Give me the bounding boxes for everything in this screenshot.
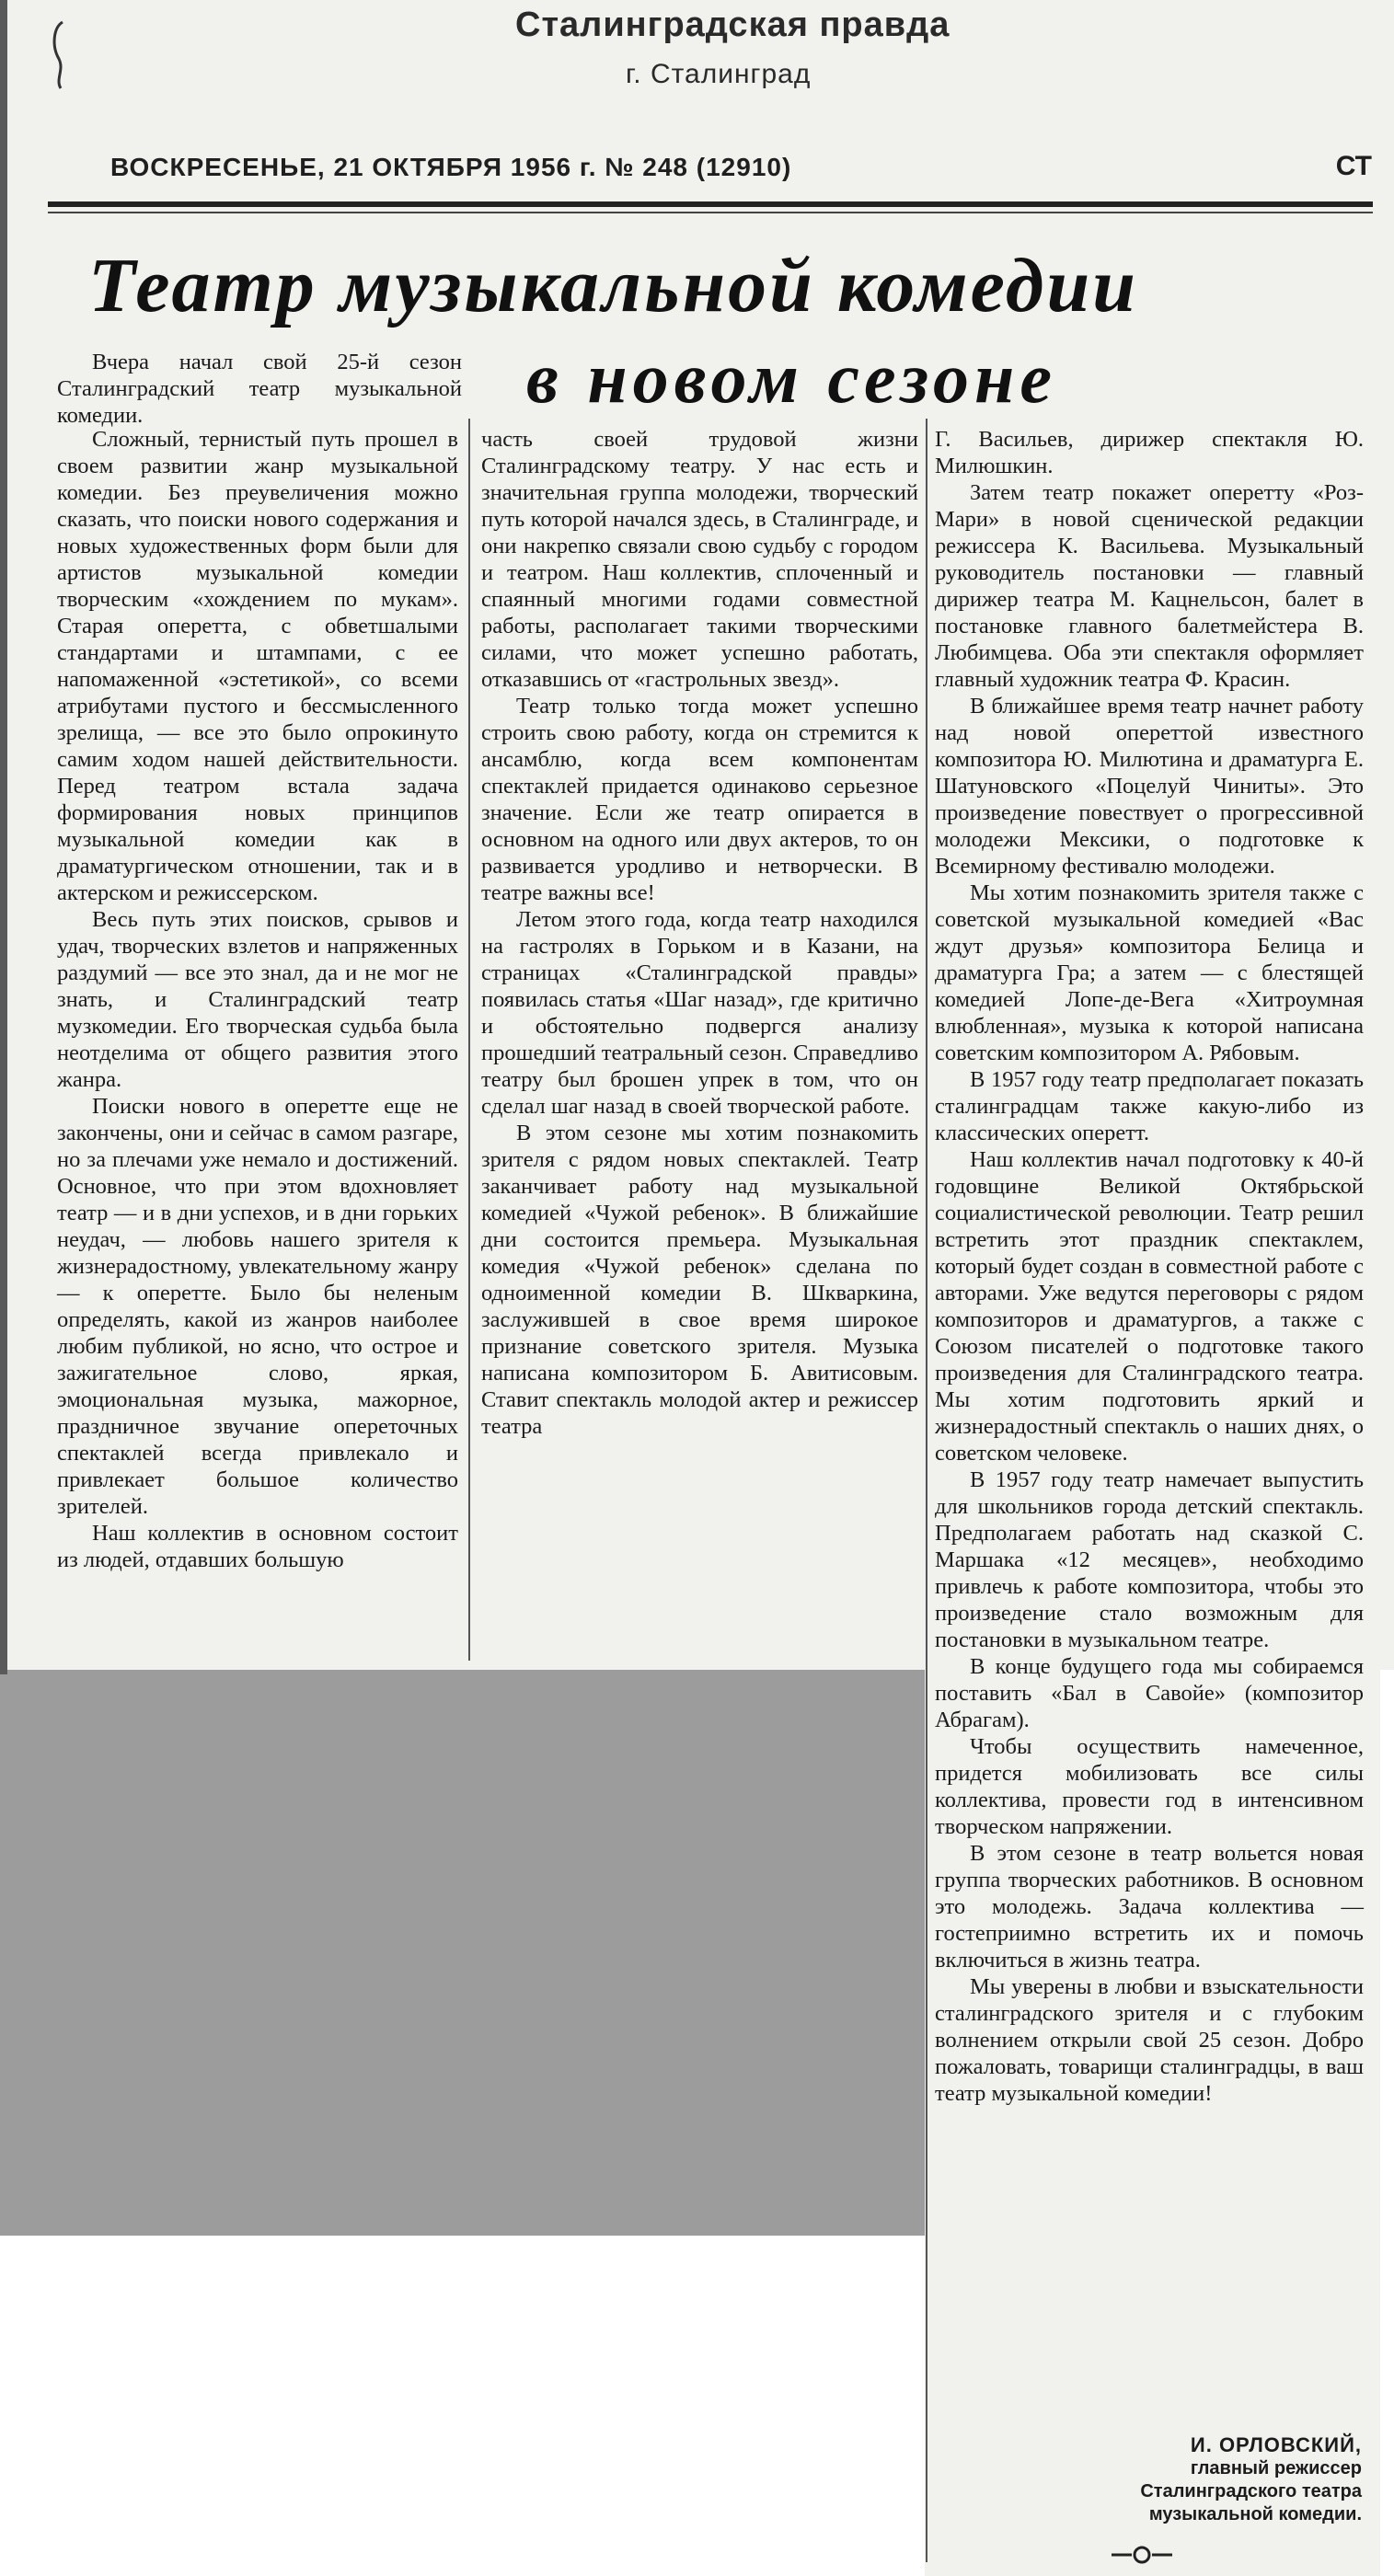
masthead-rule xyxy=(48,201,1373,207)
scan-edge xyxy=(0,0,7,1674)
paragraph: Наш коллектив начал подготовку к 40-й годовщине Великой Октябрьской социалистической революции. Театр решил встретить этот праздник спектаклем, который будет создан в совместной работе с авторами. Уже ведутся переговоры с рядом композиторов и драматургов, а также с Союзом писателей о подготовке такого произведения для Сталинградского театра. Мы хотим подготовить яркий и жизнерадостный спектакль о наших днях, о советском человеке. xyxy=(935,1147,1364,1466)
paragraph: Чтобы осуществить намеченное, придется мобилизовать все силы коллектива, провести год в интенсивном творческом напряжении. xyxy=(935,1734,1364,1839)
paragraph: В этом сезоне мы хотим познакомить зрителя с рядом новых спектаклей. Театр заканчивает работу над музыкальной комедией «Чужой ребенок». В ближайшие дни состоится премьера. Музыкальная комедия «Чужой ребенок» сделана по одноименной комедии В. Шкваркина, заслужившей в свое время широкое признание советского зрителя. Музыка написана композитором Б. Авитисовым. Ставит спектакль молодой актер и режиссер театра xyxy=(481,1121,918,1439)
paragraph: В конце будущего года мы собираемся поставить «Бал в Савойе» (композитор Абрагам). xyxy=(935,1654,1364,1732)
paragraph: Весь путь этих поисков, срывов и удач, творческих взлетов и напряженных раздумий — все это знал, да и не мог не знать, и Сталинградский театр музкомедии. Его творческая судьба была неотделима от общего развития этого жанра. xyxy=(57,907,458,1092)
paragraph: В 1957 году театр намечает выпустить для школьников города детский спектакль. Предполагаем работать над сказкой С. Маршака «12 месяцев», необходимо привлечь к работе композитора, чтобы это произведение стало возможным для постановки в музыкальном театре. xyxy=(935,1467,1364,1652)
paragraph: Поиски нового в оперетте еще не закончены, они и сейчас в самом разгаре, но за плечами уже немало и достижений. Основное, что при этом вдохновляет театр — и в дни успехов, и в дни горьких неудач, — любовь нашего зрителя к жизнерадостному, увлекательному жанру — к оперетте. Было бы неленым определять, какой из жанров наиболее любим публикой, но ясно, что острое и зажигательное слово, яркая, эмоциональная музыка, мажорное, праздничное звучание опереточных спектаклей всегда привлекало и привлекает большое количество зрителей. xyxy=(57,1094,458,1519)
column-rule-2 xyxy=(926,419,927,2562)
article-column-1 xyxy=(57,426,458,1573)
masthead-rule-thin xyxy=(48,212,1373,213)
author-role: главный режиссер xyxy=(1190,2458,1362,2478)
author-signature xyxy=(1012,2433,1362,2526)
newspaper-city: г. Сталинград xyxy=(626,59,812,89)
headline-line-2: в новом сезоне xyxy=(526,338,1057,418)
paragraph: Мы уверены в любви и взыскательности сталинградского зрителя и с глубоким волнением открыли свой 25 сезон. Добро пожаловать, товарищи сталинградцы, в ваш театр музыкальной комедии! xyxy=(935,1974,1364,2106)
paragraph: В 1957 году театр предполагает показать сталинградцам также какую-либо из классических оперетт. xyxy=(935,1067,1364,1145)
article-column-3 xyxy=(935,426,1364,2107)
headline-line-1: Театр музыкальной комедии xyxy=(88,243,1138,328)
paragraph: Г. Васильев, дирижер спектакля Ю. Милюшкин. xyxy=(935,427,1364,478)
author-role: музыкальной комедии. xyxy=(1148,2504,1362,2524)
column-rule-1 xyxy=(468,419,470,1661)
paragraph: Сложный, тернистый путь прошел в своем развитии жанр музыкальной комедии. Без преувеличения можно сказать, что поиски нового содержания и новых художественных форм были для артистов музыкальной комедии творческим «хождением по мукам». Старая оперетта, с обветшалыми стандартами и штампами, с ее напомаженной «эстетикой», со всеми атрибутами пустого и бессмысленного зрелища, — все это было опрокинуто самим ходом нашей действительности. Перед театром встала задача формирования новых принципов музыкальной комедии как в драматургическом отношении, так и в актерском и режиссерском. xyxy=(57,427,458,905)
paragraph: Затем театр покажет оперетту «Роз-Мари» в новой сценической редакции режиссера К. Васильева. Музыкальный руководитель постановки — главный дирижер театра М. Кацнельсон, балет в постановке главного балетмейстера В. Любимцева. Оба эти спектакля оформляет главный художник театра Ф. Красин. xyxy=(935,480,1364,692)
paragraph: Наш коллектив в основном состоит из людей, отдавших большую xyxy=(57,1521,458,1572)
paragraph: В ближайшее время театр начнет работу над новой опереттой известного композитора Ю. Милютина и драматурга Е. Шатуновского «Поцелуй Чиниты». Это произведение повествует о прогрессивной молодежи Мексики, о подготовке к Всемирному фестивалю молодежи. xyxy=(935,694,1364,879)
author-role: Сталинградского театра xyxy=(1140,2481,1362,2501)
author-name: И. ОРЛОВСКИЙ, xyxy=(1190,2433,1362,2456)
pencil-mark-icon xyxy=(46,18,79,92)
paragraph: Мы хотим познакомить зрителя также с советской музыкальной комедией «Вас ждут друзья» композитора Белица и драматурга Гра; а затем — с блестящей комедией Лопе-де-Вега «Хитроумная влюбленная», музыка к которой написана советским композитором А. Рябовым. xyxy=(935,880,1364,1065)
end-ornament-icon xyxy=(1110,2541,1174,2569)
article-lead xyxy=(57,349,462,429)
paragraph: часть своей трудовой жизни Сталинградскому театру. У нас есть и значительная группа молодежи, творческий путь которой начался здесь, в Сталинграде, и они накрепко связали свою судьбу с городом и театром. Наш коллектив, сплоченный и спаянный многими годами совместной работы, располагает такими творческими силами, что может успешно работать, отказавшись от «гастрольных звезд». xyxy=(481,427,918,692)
newspaper-name: Сталинградская правда xyxy=(515,6,950,44)
page-marker: СТ xyxy=(1335,151,1372,181)
issue-dateline: ВОСКРЕСЕНЬЕ, 21 ОКТЯБРЯ 1956 г. № 248 (12910) xyxy=(110,153,792,181)
article-column-2 xyxy=(481,426,918,1440)
scan-background-left xyxy=(0,1670,920,2236)
masthead xyxy=(37,0,1394,212)
lead-paragraph: Вчера начал свой 25-й сезон Сталинградский театр музыкальной комедии. xyxy=(57,350,462,428)
paragraph: Театр только тогда может успешно строить свою работу, когда он стремится к ансамблю, когда всем компонентам спектаклей придается одинаково серьезное значение. Если же театр опирается в основном на одного или двух актеров, то он развивается уродливо и нетворчески. В театре важны все! xyxy=(481,694,918,905)
paragraph: В этом сезоне в театр вольется новая группа творческих работников. В основном это молодежь. Задача коллектива — гостеприимно встретить их и помочь включиться в жизнь театра. xyxy=(935,1841,1364,1972)
paragraph: Летом этого года, когда театр находился на гастролях в Горьком и в Казани, на страницах «Сталинградской правды» появилась статья «Шаг назад», где критично и обстоятельно подвергся анализу прошедший театральный сезон. Справедливо театру был брошен упрек в том, что он сделал шаг назад в своей творческой работе. xyxy=(481,907,918,1119)
